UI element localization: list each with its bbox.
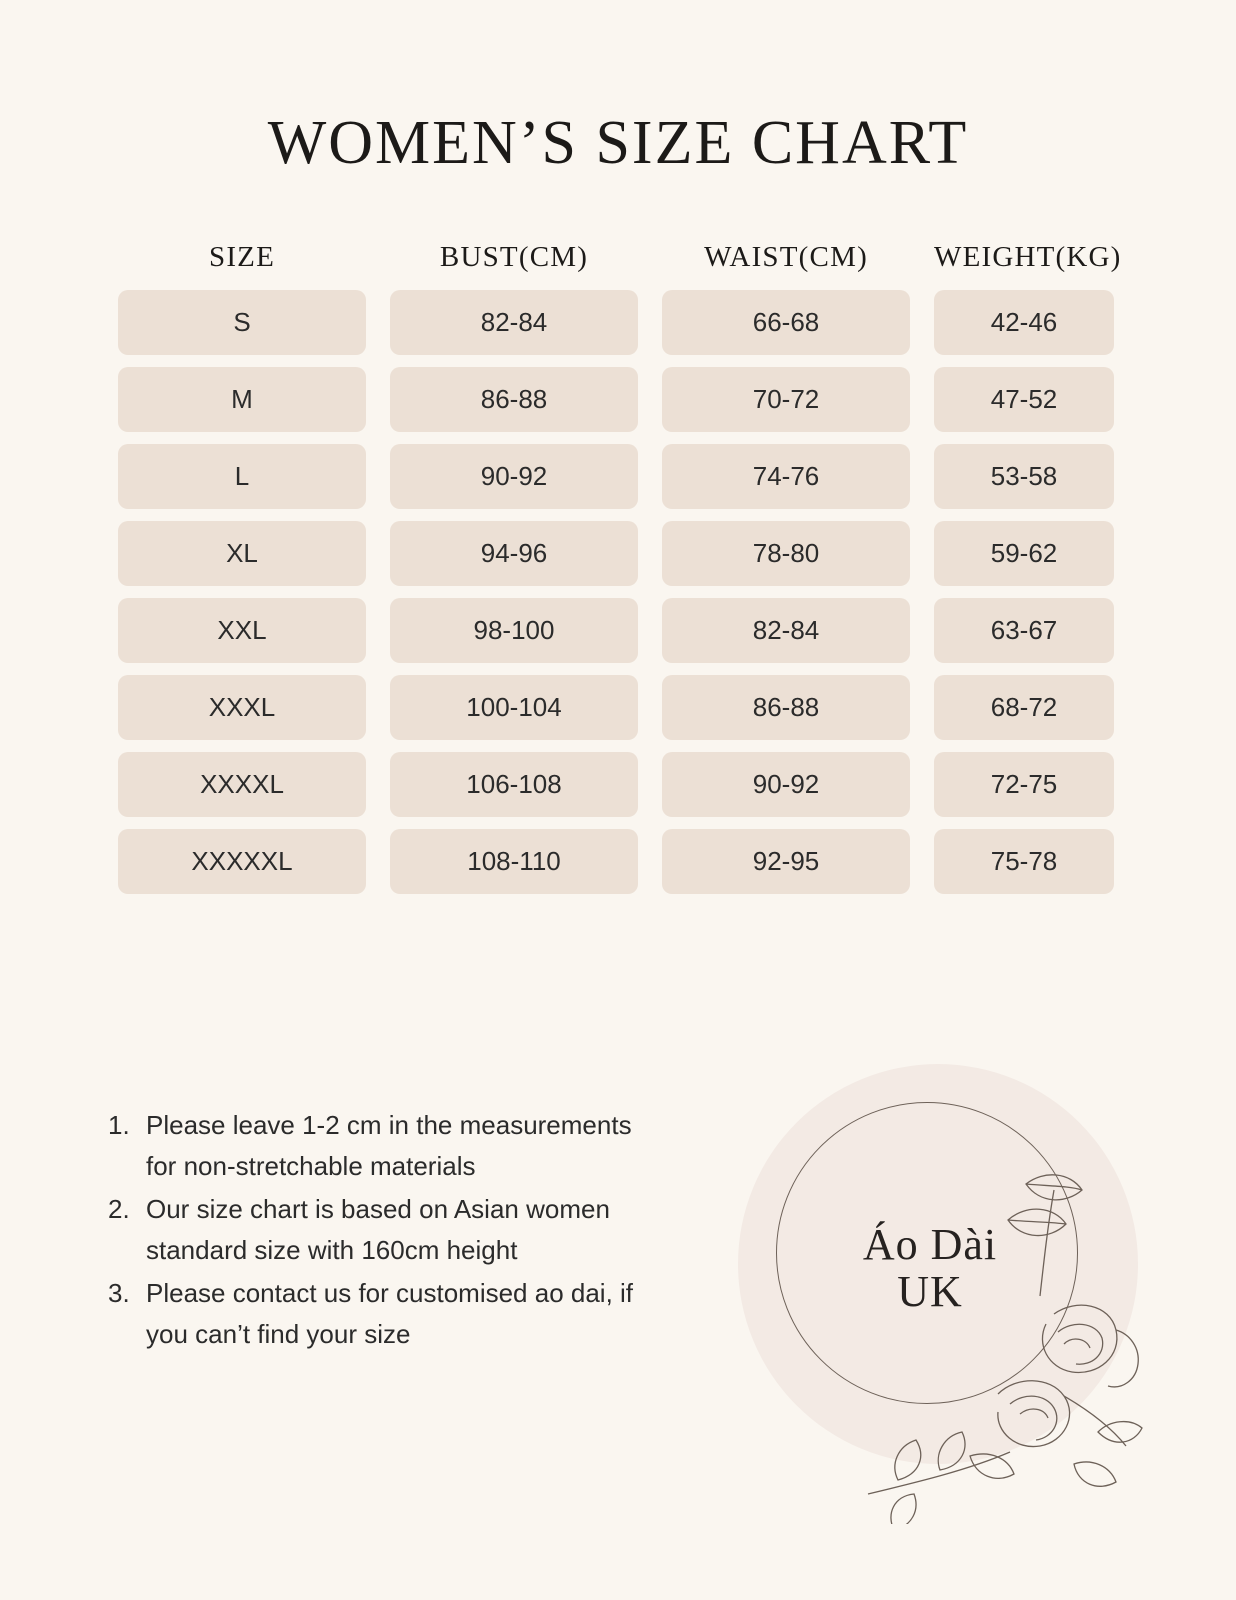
cell-waist: 78-80 bbox=[662, 521, 910, 586]
note-number: 2. bbox=[108, 1194, 130, 1225]
cell-bust: 82-84 bbox=[390, 290, 638, 355]
column-header-waist: WAIST(CM) bbox=[704, 241, 868, 273]
list-item bbox=[108, 1189, 668, 1271]
table-header-row bbox=[118, 241, 1122, 274]
cell-bust: 100-104 bbox=[390, 675, 638, 740]
cell-size: S bbox=[118, 290, 366, 355]
cell-weight: 75-78 bbox=[934, 829, 1114, 894]
cell-size: XXXXXL bbox=[118, 829, 366, 894]
logo-line-primary: Áo Dài bbox=[862, 1220, 998, 1269]
cell-weight: 72-75 bbox=[934, 752, 1114, 817]
cell-bust: 90-92 bbox=[390, 444, 638, 509]
note-number: 3. bbox=[108, 1278, 130, 1309]
table-row bbox=[118, 752, 1118, 817]
column-header-bust: BUST(CM) bbox=[439, 241, 589, 273]
notes-list bbox=[108, 1105, 668, 1357]
table-row bbox=[118, 675, 1118, 740]
floral-ornament-icon bbox=[858, 1164, 1158, 1524]
list-item bbox=[108, 1273, 668, 1355]
note-text: Please contact us for customised ao dai, if you can’t find your size bbox=[146, 1278, 634, 1350]
table-row bbox=[118, 829, 1118, 894]
cell-weight: 59-62 bbox=[934, 521, 1114, 586]
cell-waist: 82-84 bbox=[662, 598, 910, 663]
cell-waist: 66-68 bbox=[662, 290, 910, 355]
cell-weight: 68-72 bbox=[934, 675, 1114, 740]
table-row bbox=[118, 444, 1118, 509]
cell-weight: 42-46 bbox=[934, 290, 1114, 355]
cell-waist: 92-95 bbox=[662, 829, 910, 894]
cell-weight: 53-58 bbox=[934, 444, 1114, 509]
cell-bust: 106-108 bbox=[390, 752, 638, 817]
cell-bust: 98-100 bbox=[390, 598, 638, 663]
note-number: 1. bbox=[108, 1110, 130, 1140]
table-row bbox=[118, 598, 1118, 663]
cell-size: XL bbox=[118, 521, 366, 586]
column-header-size: SIZE bbox=[208, 241, 275, 273]
size-chart-table bbox=[118, 179, 1122, 894]
cell-weight: 47-52 bbox=[934, 367, 1114, 432]
cell-size: XXL bbox=[118, 598, 366, 663]
table-row bbox=[118, 367, 1118, 432]
cell-size: XXXXL bbox=[118, 752, 366, 817]
note-text: Our size chart is based on Asian women standard size with 160cm height bbox=[146, 1194, 610, 1266]
page-title: WOMEN’S SIZE CHART bbox=[267, 109, 969, 177]
cell-waist: 90-92 bbox=[662, 752, 910, 817]
logo-line-secondary: UK bbox=[897, 1267, 963, 1317]
cell-bust: 108-110 bbox=[390, 829, 638, 894]
cell-weight: 63-67 bbox=[934, 598, 1114, 663]
cell-size: M bbox=[118, 367, 366, 432]
brand-logo bbox=[728, 1054, 1148, 1534]
cell-size: L bbox=[118, 444, 366, 509]
cell-waist: 74-76 bbox=[662, 444, 910, 509]
list-item bbox=[108, 1105, 668, 1187]
note-text: Please leave 1-2 cm in the measurements for non-stretchable materials bbox=[146, 1110, 632, 1182]
table-row bbox=[118, 521, 1118, 586]
column-header-weight: WEIGHT(KG) bbox=[934, 241, 1122, 273]
cell-waist: 70-72 bbox=[662, 367, 910, 432]
table-row bbox=[118, 290, 1118, 355]
cell-size: XXXL bbox=[118, 675, 366, 740]
cell-bust: 86-88 bbox=[390, 367, 638, 432]
cell-waist: 86-88 bbox=[662, 675, 910, 740]
cell-bust: 94-96 bbox=[390, 521, 638, 586]
